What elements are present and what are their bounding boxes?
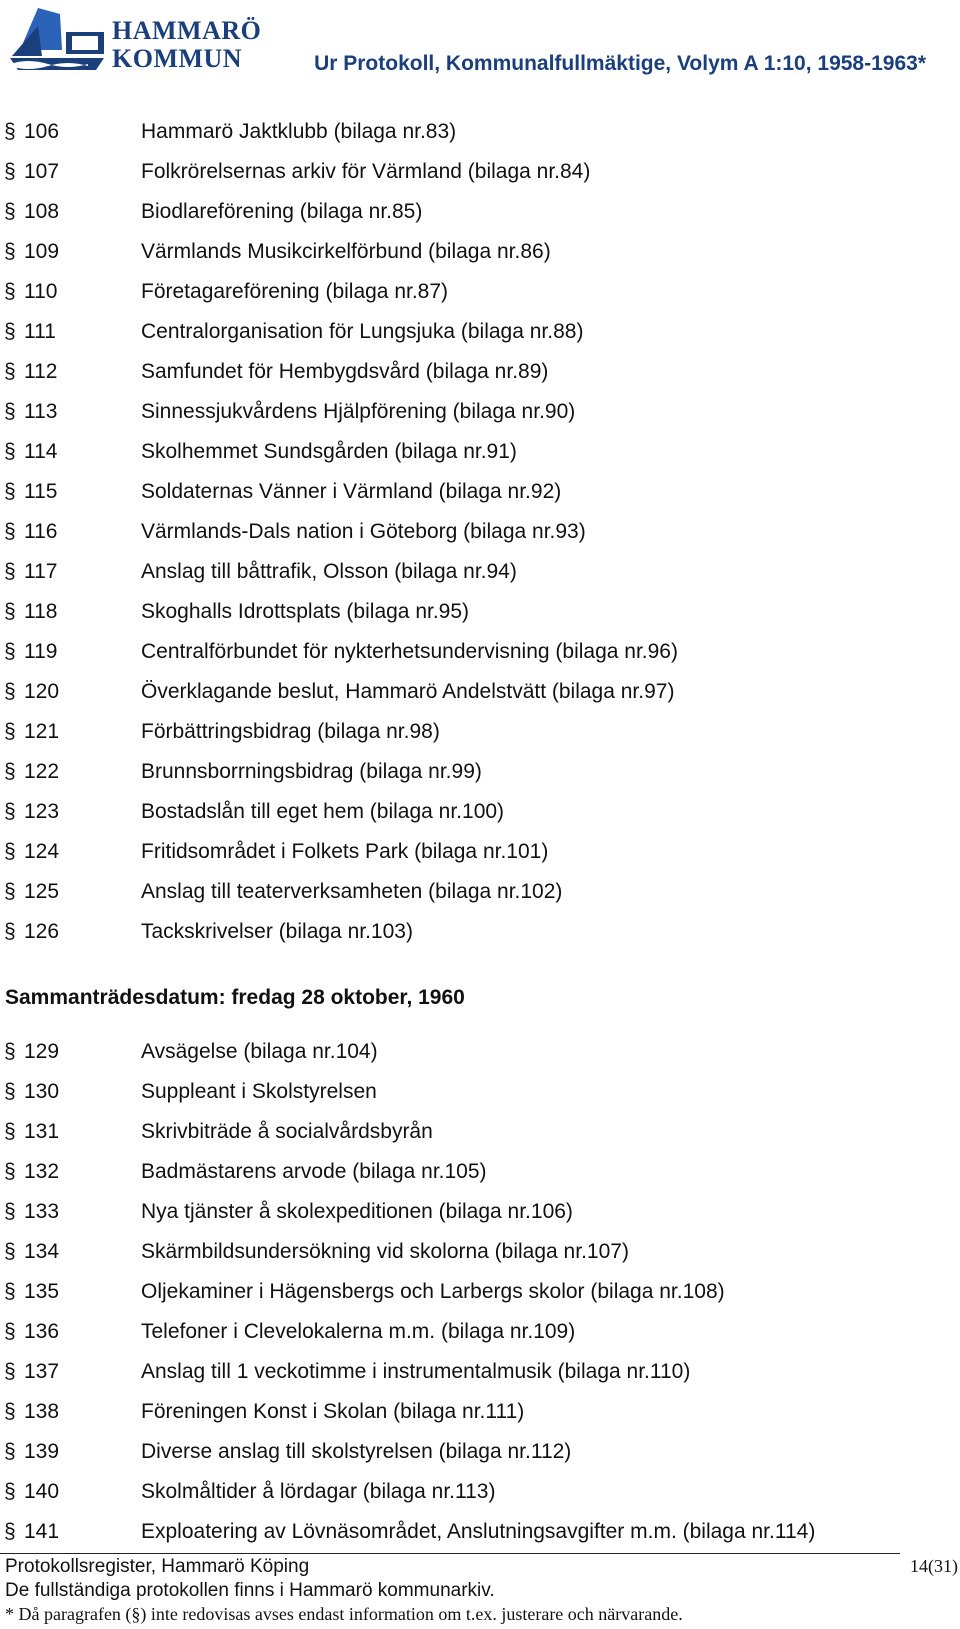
section-symbol: §: [4, 440, 16, 463]
section-symbol: §: [4, 720, 16, 743]
paragraph-title: Anslag till teaterverksamheten (bilaga nr.102): [141, 880, 563, 903]
paragraph-title: Soldaternas Vänner i Värmland (bilaga nr.92): [141, 480, 562, 503]
footer-paragraph-note: * Då paragrafen (§) inte redovisas avses endast information om t.ex. justerare och närvarande.: [5, 1604, 683, 1624]
paragraph-entry: [0, 672, 960, 712]
paragraph-number: 124: [24, 840, 60, 863]
paragraph-entry: [0, 552, 960, 592]
paragraph-title: Oljekaminer i Hägensbergs och Larbergs skolor (bilaga nr.108): [141, 1280, 725, 1303]
paragraph-number: 121: [24, 720, 60, 743]
hammaro-kommun-logo: [8, 4, 262, 76]
paragraph-entry: [0, 1072, 960, 1112]
paragraph-title: Bostadslån till eget hem (bilaga nr.100): [141, 800, 505, 823]
section-symbol: §: [4, 1160, 16, 1183]
section-symbol: §: [4, 600, 16, 623]
boat-sail-logo-icon: [8, 4, 108, 76]
paragraph-entry: [0, 1392, 960, 1432]
paragraph-number: 134: [24, 1240, 60, 1263]
paragraph-number: 111: [24, 320, 56, 343]
paragraph-entry: [0, 1152, 960, 1192]
paragraph-title: Skrivbiträde å socialvårdsbyrån: [141, 1120, 433, 1143]
paragraph-number: 140: [24, 1480, 60, 1503]
paragraph-number: 139: [24, 1440, 60, 1463]
section-symbol: §: [4, 1400, 16, 1423]
paragraph-title: Företagareförening (bilaga nr.87): [141, 280, 449, 303]
paragraph-number: 114: [24, 440, 58, 463]
section-symbol: §: [4, 560, 16, 583]
logo-text-hammaro: HAMMARÖ: [112, 16, 262, 45]
section-symbol: §: [4, 1120, 16, 1143]
paragraph-entry: [0, 912, 960, 952]
paragraph-title: Värmlands Musikcirkelförbund (bilaga nr.86): [141, 240, 551, 263]
paragraph-entry: [0, 512, 960, 552]
paragraph-title: Badmästarens arvode (bilaga nr.105): [141, 1160, 487, 1183]
document-title: Ur Protokoll, Kommunalfullmäktige, Volym A 1:10, 1958-1963*: [314, 52, 926, 75]
paragraph-number: 131: [24, 1120, 60, 1143]
paragraph-entry: [0, 1112, 960, 1152]
page-header: [0, 0, 960, 90]
footer-register: Protokollsregister, Hammarö Köping: [5, 1556, 310, 1577]
paragraph-number: 107: [24, 160, 60, 183]
paragraph-number: 123: [24, 800, 60, 823]
paragraph-title: Tackskrivelser (bilaga nr.103): [141, 920, 413, 943]
paragraph-entry: [0, 1312, 960, 1352]
section-symbol: §: [4, 280, 16, 303]
section-symbol: §: [4, 760, 16, 783]
paragraph-number: 138: [24, 1400, 60, 1423]
paragraph-entry: [0, 472, 960, 512]
paragraph-title: Avsägelse (bilaga nr.104): [141, 1040, 378, 1063]
paragraph-entry: [0, 352, 960, 392]
section-symbol: §: [4, 800, 16, 823]
paragraph-number: 113: [24, 400, 58, 423]
paragraph-entry: [0, 792, 960, 832]
section-symbol: §: [4, 1200, 16, 1223]
paragraph-title: Skolhemmet Sundsgården (bilaga nr.91): [141, 440, 517, 463]
paragraph-entry: [0, 192, 960, 232]
paragraph-entry: [0, 712, 960, 752]
section-symbol: §: [4, 880, 16, 903]
paragraph-entry: [0, 392, 960, 432]
paragraph-number: 132: [24, 1160, 60, 1183]
paragraph-entry: [0, 272, 960, 312]
paragraph-title: Diverse anslag till skolstyrelsen (bilaga nr.112): [141, 1440, 572, 1463]
paragraph-number: 115: [24, 480, 58, 503]
section-symbol: §: [4, 840, 16, 863]
paragraph-title: Brunnsborrningsbidrag (bilaga nr.99): [141, 760, 482, 783]
section-symbol: §: [4, 120, 16, 143]
paragraph-number: 116: [24, 520, 58, 543]
paragraph-title: Samfundet för Hembygdsvård (bilaga nr.89): [141, 360, 549, 383]
footer-archive-note: De fullständiga protokollen finns i Hammarö kommunarkiv.: [5, 1580, 495, 1601]
paragraph-entry: [0, 152, 960, 192]
section-symbol: §: [4, 160, 16, 183]
paragraph-title: Skärmbildsundersökning vid skolorna (bilaga nr.107): [141, 1240, 629, 1263]
paragraph-title: Föreningen Konst i Skolan (bilaga nr.111): [141, 1400, 525, 1423]
section-symbol: §: [4, 200, 16, 223]
paragraph-title: Överklagande beslut, Hammarö Andelstvätt (bilaga nr.97): [141, 680, 675, 703]
paragraph-title: Sinnessjukvårdens Hjälpförening (bilaga nr.90): [141, 400, 576, 423]
paragraph-title: Centralförbundet för nykterhetsundervisning (bilaga nr.96): [141, 640, 678, 663]
section-symbol: §: [4, 1360, 16, 1383]
paragraph-entry: [0, 1232, 960, 1272]
section-symbol: §: [4, 480, 16, 503]
section-symbol: §: [4, 400, 16, 423]
section-symbol: §: [4, 920, 16, 943]
paragraph-title: Centralorganisation för Lungsjuka (bilaga nr.88): [141, 320, 584, 343]
paragraph-title: Värmlands-Dals nation i Göteborg (bilaga nr.93): [141, 520, 586, 543]
page-number: 14(31): [910, 1556, 958, 1576]
section-symbol: §: [4, 1040, 16, 1063]
paragraph-title: Biodlareförening (bilaga nr.85): [141, 200, 423, 223]
paragraph-number: 136: [24, 1320, 60, 1343]
paragraph-title: Skolmåltider å lördagar (bilaga nr.113): [141, 1480, 496, 1503]
paragraph-title: Suppleant i Skolstyrelsen: [141, 1080, 377, 1103]
paragraph-number: 125: [24, 880, 60, 903]
paragraph-entry: [0, 1352, 960, 1392]
paragraph-entry: [0, 432, 960, 472]
paragraph-number: 122: [24, 760, 60, 783]
paragraph-number: 109: [24, 240, 60, 263]
paragraph-number: 141: [24, 1520, 60, 1543]
meeting-date-heading: Sammanträdesdatum: fredag 28 oktober, 1960: [5, 986, 465, 1009]
paragraph-entry: [0, 632, 960, 672]
paragraph-entry: [0, 1272, 960, 1312]
paragraph-title: Förbättringsbidrag (bilaga nr.98): [141, 720, 440, 743]
paragraph-number: 137: [24, 1360, 60, 1383]
section-symbol: §: [4, 1280, 16, 1303]
paragraph-number: 117: [24, 560, 58, 583]
paragraph-number: 126: [24, 920, 60, 943]
section-symbol: §: [4, 1320, 16, 1343]
paragraph-number: 106: [24, 120, 60, 143]
paragraph-title: Anslag till båttrafik, Olsson (bilaga nr.94): [141, 560, 517, 583]
paragraph-number: 112: [24, 360, 58, 383]
paragraph-number: 130: [24, 1080, 60, 1103]
paragraph-entry: [0, 312, 960, 352]
paragraph-number: 108: [24, 200, 60, 223]
paragraph-entry: [0, 112, 960, 152]
section-symbol: §: [4, 1520, 16, 1543]
section-symbol: §: [4, 640, 16, 663]
paragraph-entry: [0, 1512, 960, 1552]
paragraph-entry: [0, 1192, 960, 1232]
paragraph-title: Telefoner i Clevelokalerna m.m. (bilaga nr.109): [141, 1320, 576, 1343]
logo-text-kommun: KOMMUN: [112, 44, 243, 73]
paragraph-list-part2: [0, 1032, 960, 1552]
paragraph-entry: [0, 1472, 960, 1512]
paragraph-title: Skoghalls Idrottsplats (bilaga nr.95): [141, 600, 470, 623]
section-symbol: §: [4, 1480, 16, 1503]
paragraph-title: Exploatering av Lövnäsområdet, Anslutningsavgifter m.m. (bilaga nr.114): [141, 1520, 816, 1543]
paragraph-number: 133: [24, 1200, 60, 1223]
section-symbol: §: [4, 1440, 16, 1463]
paragraph-entry: [0, 872, 960, 912]
paragraph-number: 118: [24, 600, 58, 623]
paragraph-number: 129: [24, 1040, 60, 1063]
footer-divider: [0, 1553, 900, 1554]
paragraph-title: Hammarö Jaktklubb (bilaga nr.83): [141, 120, 457, 143]
paragraph-entry: [0, 752, 960, 792]
section-symbol: §: [4, 320, 16, 343]
paragraph-entry: [0, 832, 960, 872]
paragraph-list-part1: [0, 112, 960, 952]
paragraph-title: Anslag till 1 veckotimme i instrumentalmusik (bilaga nr.110): [141, 1360, 691, 1383]
paragraph-title: Nya tjänster å skolexpeditionen (bilaga nr.106): [141, 1200, 573, 1223]
paragraph-entry: [0, 232, 960, 272]
paragraph-entry: [0, 1032, 960, 1072]
section-symbol: §: [4, 1240, 16, 1263]
section-symbol: §: [4, 240, 16, 263]
paragraph-number: 135: [24, 1280, 60, 1303]
section-symbol: §: [4, 520, 16, 543]
paragraph-title: Folkrörelsernas arkiv för Värmland (bilaga nr.84): [141, 160, 591, 183]
section-symbol: §: [4, 680, 16, 703]
paragraph-number: 120: [24, 680, 60, 703]
section-symbol: §: [4, 1080, 16, 1103]
paragraph-title: Fritidsområdet i Folkets Park (bilaga nr.101): [141, 840, 549, 863]
paragraph-number: 119: [24, 640, 58, 663]
section-symbol: §: [4, 360, 16, 383]
paragraph-entry: [0, 592, 960, 632]
paragraph-number: 110: [24, 280, 58, 303]
paragraph-entry: [0, 1432, 960, 1472]
